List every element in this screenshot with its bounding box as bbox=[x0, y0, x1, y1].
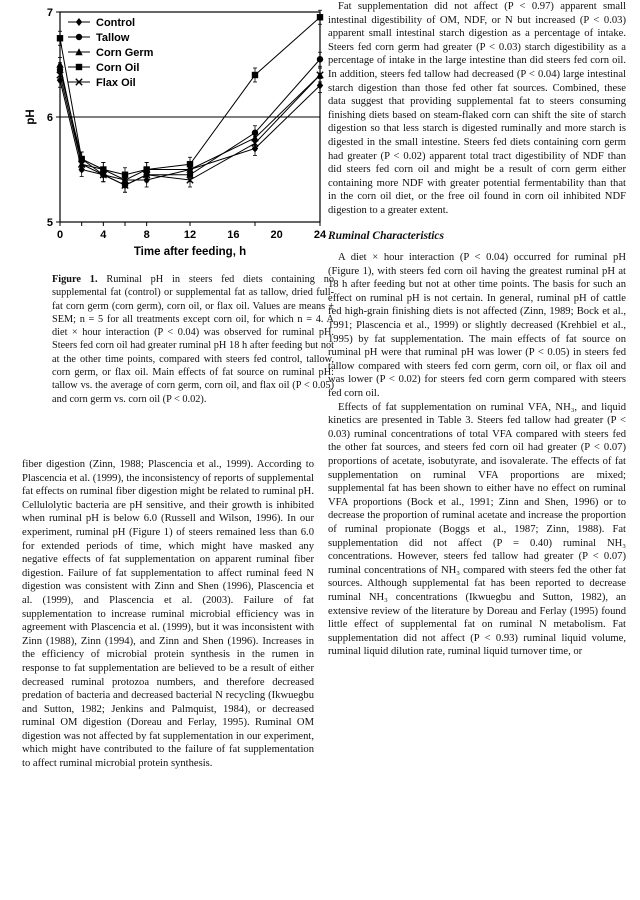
right-column-text bbox=[328, 0, 626, 659]
legend-marker bbox=[76, 64, 82, 70]
legend-label: Control bbox=[96, 17, 136, 29]
y-axis-label: pH bbox=[25, 109, 37, 125]
x-tick-label: 4 bbox=[100, 229, 107, 241]
x-tick-label: 0 bbox=[56, 229, 64, 241]
figure-block bbox=[22, 0, 334, 430]
legend-label: Corn Oil bbox=[96, 62, 140, 74]
x-tick-label: 12 bbox=[183, 229, 197, 241]
section-heading: Ruminal Characteristics bbox=[328, 229, 444, 242]
data-point bbox=[252, 72, 258, 78]
ph-line-chart bbox=[22, 0, 332, 270]
legend-label: Corn Germ bbox=[96, 47, 154, 59]
right-paragraph-2: A diet × hour interaction (P < 0.04) occurred for ruminal pH (Figure 1), with steers fed corn oil having the greatest ruminal pH at 18 h after feeding but not at other time points. The basis for such an effect on ruminal pH is not certain. In general, ruminal pH of cattle fed high-grain finishing diets is not affected (Zinn, 1989; Bock et al., 1991; Plascencia et al., 1999) or slightly decreased (Krehbiel et al., 1995) by fat supplementation. The main effects of fat source on ruminal pH were that ruminal pH was lower (P < 0.05) in steers fed tallow compared with steers fed corn germ, corn oil, or flax oil and was lower (P < 0.02) for steers fed corn germ compared with steers fed corn oil. bbox=[328, 252, 626, 400]
caption-text: Ruminal pH in steers fed diets containing no supplemental fat (control) or supplemental fat as tallow, dried full-fat corn germ (corn germ), corn oil, or flax oil. Values are means ± SEM; n = 5 for all treatments except corn oil, for which n = 4. A diet × hour interaction (P < 0.04) was observed for ruminal pH. Steers fed corn oil had greater ruminal pH 18 h after feeding but not at the other time points, compared with steers fed control, tallow, corn germ, or flax oil. Main effects of fat source on ruminal pH: tallow vs. the average of corn germ, corn oil, and flax oil (P < 0.05) and corn germ vs. corn oil (P < 0.02). bbox=[52, 274, 334, 405]
data-point bbox=[187, 161, 193, 167]
x-axis-label: Time after feeding, h bbox=[133, 246, 247, 258]
legend-marker bbox=[76, 34, 82, 40]
legend-label: Tallow bbox=[96, 32, 130, 44]
figure-label: Figure 1. bbox=[52, 274, 98, 285]
data-point bbox=[57, 35, 63, 41]
left-paragraph-1: fiber digestion (Zinn, 1988; Plascencia et al., 1999). According to Plascencia et al. (1999), the inconsistency of reports of supplemental fat effects on ruminal fiber digestion might be related to ruminal pH. Cellulolytic bacteria are pH sensitive, and their growth is inhibited when ruminal pH is below 6.0 (Russell and Wilson, 1996). In our experiment, ruminal pH (Figure 1) of steers remained less than 6.0 for extended periods of time, which might have masked any negative effects of fat supplementation on apparent ruminal fiber digestion. Failure of fat supplementation to affect ruminal feed N digestion was consistent with Zinn and Shen (1996), Plascencia et al. (1999), and Plascencia et al. (2003). Failure of fat supplementation to increase ruminal microbial efficiency was in agreement with Plascencia et al. (1999), but it was inconsistent with Zinn (1988), Zinn (1994), and Zinn and Shen (1996). Increases in the efficiency of microbial protein synthesis in the rumen in response to fat supplementation are believed to be a result of either decreased ruminal protozoa numbers, and therefore decreased predation of bacteria and decreased bacterial N recycling (Ikwuegbu and Sutton, 1982; Jenkins and Palmquist, 1984), or decreased ruminal OM digestion (Doreau and Ferlay, 1995). Ruminal OM digestion was not affected by fat supplementation in our experiment, which might have contributed to the failure of fat supplementation to affect ruminal microbial protein synthesis. bbox=[22, 459, 314, 770]
y-tick-label: 6 bbox=[46, 112, 53, 124]
right-paragraph-1: Fat supplementation did not affect (P < 0.97) apparent small intestinal digestibility of OM, NDF, or N but increased (P < 0.03) apparent small intestinal starch digestion as a percentage of intake. Steers fed corn germ had greater (P < 0.03) starch digestibility as a percentage of intake in the large intestine than did steers fed corn oil. In addition, steers fed tallow had decreased (P < 0.04) large intestinal starch digestion than those fed other fat sources. Combined, these data suggest that providing supplemental fat to steers consuming finishing diets based on steam-flaked corn can shift the site of starch digestion so that less starch is digested ruminally and more starch is digested in the small intestine. Steers fed diets containing corn germ had greater (P < 0.02) apparent total tract digestibility of NDF than did steers fed corn oil and might be a result of corn germ either containing more NDF with greater potential fermentability than that in the corn oil diet, or the free oil found in corn oil inhibited NDF digestion to a greater extent. bbox=[328, 1, 626, 216]
data-point bbox=[56, 61, 63, 68]
right-paragraph-3: Effects of fat supplementation on ruminal VFA, NH₃, and liquid kinetics are presented in Table 3. Steers fed tallow had greater (P < 0.03) ruminal concentrations of total VFA compared with steers fed the other fat sources, and steers fed corn oil had greater (P < 0.07) proportions of acetate, isobutyrate, and isovalerate. The effects of fat supplementation on ruminal VFA proportions are mixed; supplemental fat has been shown to either have no effect on ruminal VFA proportions (Bock et al., 1991; Zinn and Shen, 1996) or to decrease the proportion of ruminal acetate and increase the proportion of ruminal propionate (Boggs et al., 1987; Zinn, 1988). Fat supplementation did not affect (P = 0.40) ruminal NH₃ concentrations. However, steers fed tallow had greater (P < 0.07) ruminal concentrations of NH₃ compared with steers fed the other fat sources. Although supplemental fat has been reported to decrease ruminal NH₃ concentrations (Ikwuegbu and Sutton, 1982), an extensive review of the literature by Doreau and Ferlay (1995) found little effect of supplemental fat on ruminal N metabolism. Fat supplementation did not affect (P < 0.93) ruminal liquid volume, ruminal liquid dilution rate, ruminal liquid turnover time, or bbox=[328, 401, 626, 658]
x-tick-label: 8 bbox=[143, 229, 150, 241]
x-tick-label: 24 bbox=[313, 229, 327, 241]
x-tick-label: 20 bbox=[270, 229, 283, 241]
data-point bbox=[122, 172, 128, 178]
y-tick-label: 5 bbox=[46, 217, 53, 229]
figure-caption bbox=[52, 273, 334, 406]
data-point bbox=[317, 14, 323, 20]
data-point bbox=[317, 56, 323, 62]
left-column-text bbox=[22, 458, 314, 771]
x-tick-label: 16 bbox=[227, 229, 240, 241]
legend-marker bbox=[76, 18, 82, 26]
legend-label: Flax Oil bbox=[96, 77, 136, 89]
y-tick-label: 7 bbox=[46, 7, 53, 19]
